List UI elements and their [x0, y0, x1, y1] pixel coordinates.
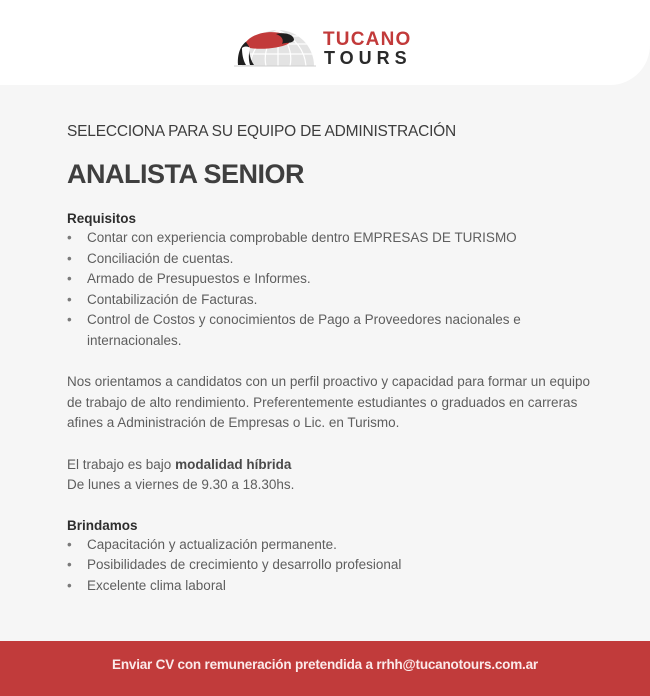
bullet-icon: • — [67, 291, 72, 307]
benefits-section — [67, 516, 607, 597]
bullet-icon: • — [67, 271, 72, 286]
list-item — [67, 228, 607, 249]
modality-value: modalidad híbrida — [175, 456, 292, 472]
modality-prefix: El trabajo es bajo — [67, 456, 176, 472]
profile-paragraph: Nos orientamos a candidatos con un perfil proactivo y capacidad para formar un equipo de trabajo de alto rendimiento. Preferentemente estudiantes o graduados en carreras afines a Administración de Empresas o Lic. en Turismo. — [67, 374, 591, 430]
logo — [232, 18, 422, 70]
bullet-icon: • — [67, 230, 72, 245]
list-item-text: Control de Costos y conocimientos de Pago a Proveedores nacionales e internacionales. — [87, 312, 521, 348]
list-item-text: Excelente clima laboral — [87, 577, 226, 593]
working-hours: De lunes a viernes de 9.30 a 18.30hs. — [67, 477, 295, 492]
posting-subtitle: SELECCIONA PARA SU EQUIPO DE ADMINISTRACIÓN — [67, 123, 457, 140]
list-item — [67, 535, 607, 556]
requirements-section — [67, 209, 607, 351]
list-item — [67, 249, 607, 270]
list-item — [67, 290, 607, 311]
list-item-text: Capacitación y actualización permanente. — [87, 536, 337, 552]
list-item-text: Contabilización de Facturas. — [87, 291, 258, 307]
bullet-icon: • — [67, 557, 72, 572]
requirements-list — [67, 228, 607, 351]
apply-instructions: Enviar CV con remuneración pretendida a rrhh@tucanotours.com.ar — [112, 657, 538, 672]
list-item-text: Posibilidades de crecimiento y desarrollo profesional — [87, 557, 402, 572]
brand-name-tours: TOURS — [324, 48, 412, 68]
schedule-info — [67, 455, 607, 496]
header — [0, 0, 650, 85]
list-item-text: Armado de Presupuestos e Informes. — [87, 271, 311, 286]
list-item — [67, 576, 607, 597]
list-item-text: Conciliación de cuentas. — [87, 250, 234, 266]
benefits-list — [67, 535, 607, 597]
list-item — [67, 310, 607, 351]
bullet-icon: • — [67, 250, 72, 266]
benefits-heading: Brindamos — [67, 517, 138, 533]
bullet-icon: • — [67, 312, 72, 327]
bullet-icon: • — [67, 536, 72, 552]
job-posting — [67, 122, 607, 596]
list-item-text: Contar con experiencia comprobable dentro EMPRESAS DE TURISMO — [87, 230, 517, 245]
bullet-icon: • — [67, 577, 72, 593]
toucan-globe-icon — [232, 18, 318, 70]
requirements-heading: Requisitos — [67, 211, 137, 226]
list-item — [67, 555, 607, 576]
apply-footer-banner — [0, 641, 650, 696]
brand-name-tucano: TUCANO — [323, 29, 412, 50]
job-title: ANALISTA SENIOR — [67, 159, 305, 189]
list-item — [67, 269, 607, 290]
